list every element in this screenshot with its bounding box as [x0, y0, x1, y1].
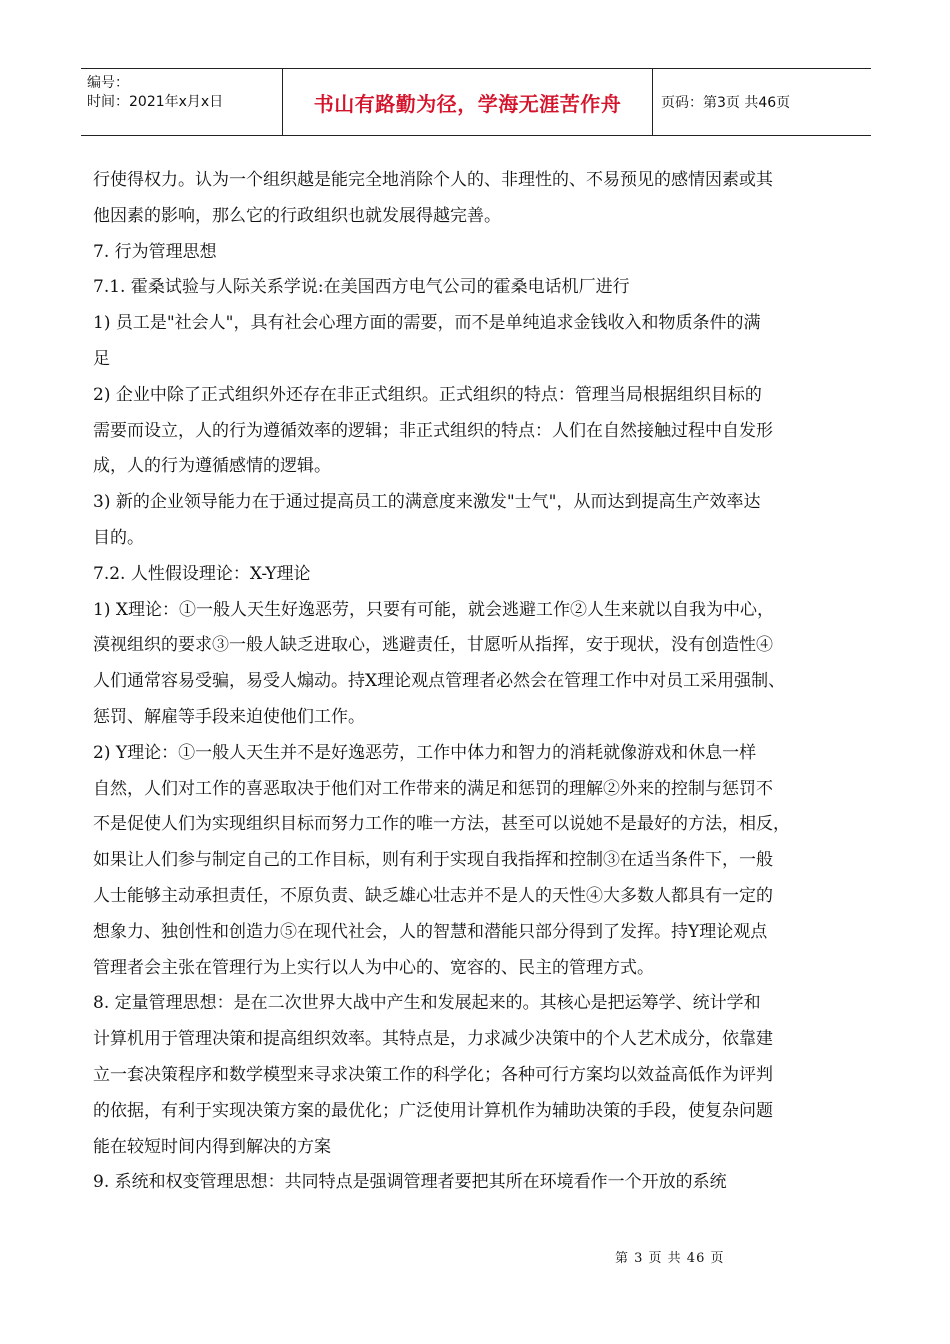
text-line: 立一套决策程序和数学模型来寻求决策工作的科学化；各种可行方案均以效益高低作为评判: [93, 1064, 773, 1085]
page-footer: 第 3 页 共 46 页: [615, 1251, 725, 1266]
text-line: 成，人的行为遵循感情的逻辑。: [93, 456, 331, 477]
text-line: 惩罚、解雇等手段来迫使他们工作。: [93, 706, 365, 727]
header-motto: 书山有路勤为径，学海无涯苦作舟: [283, 69, 653, 135]
text-line: 人士能够主动承担责任，不原负责、缺乏雄心壮志并不是人的天性④大多数人都具有一定的: [93, 885, 773, 906]
text-line: 不是促使人们为实现组织目标而努力工作的唯一方法，甚至可以说她不是最好的方法，相反，: [93, 814, 790, 835]
page-header: [81, 68, 871, 136]
header-page-info: 页码：第3页 共46页: [661, 95, 791, 111]
subsection-heading: 7.1. 霍桑试验与人际关系学说:在美国西方电气公司的霍桑电话机厂进行: [93, 277, 630, 298]
number-label: 编号：: [87, 75, 129, 91]
text-line: 需要而设立，人的行为遵循效率的逻辑；非正式组织的特点：人们在自然接触过程中自发形: [93, 420, 773, 441]
subsection-heading: 7.2. 人性假设理论：X-Y理论: [93, 563, 311, 584]
text-line: 1) X理论：①一般人天生好逸恶劳，只要有可能，就会逃避工作②人生来就以自我为中心，: [93, 599, 774, 620]
text-line: 他因素的影响，那么它的行政组织也就发展得越完善。: [93, 205, 501, 226]
text-line: 足: [93, 348, 110, 369]
text-line: 漠视组织的要求③一般人缺乏进取心，逃避责任，甘愿听从指挥，安于现状，没有创造性④: [93, 635, 773, 656]
text-line: 1) 员工是"社会人"，具有社会心理方面的需要，而不是单纯追求金钱收入和物质条件的满: [93, 313, 761, 334]
text-line: 自然，人们对工作的喜恶取决于他们对工作带来的满足和惩罚的理解②外来的控制与惩罚不: [93, 778, 773, 799]
text-line: 2) 企业中除了正式组织外还存在非正式组织。正式组织的特点：管理当局根据组织目标的: [93, 384, 762, 405]
text-line: 9. 系统和权变管理思想：共同特点是强调管理者要把其所在环境看作一个开放的系统: [93, 1172, 727, 1193]
text-line: 目的。: [93, 527, 144, 548]
text-line: 的依据，有利于实现决策方案的最优化；广泛使用计算机作为辅助决策的手段，使复杂问题: [93, 1100, 773, 1121]
text-line: 计算机用于管理决策和提高组织效率。其特点是，力求减少决策中的个人艺术成分，依靠建: [93, 1029, 773, 1050]
text-line: 人们通常容易受骗，易受人煽动。持X理论观点管理者必然会在管理工作中对员工采用强制、: [93, 671, 786, 692]
text-line: 管理者会主张在管理行为上实行以人为中心的、宽容的、民主的管理方式。: [93, 957, 654, 978]
text-line: 8. 定量管理思想：是在二次世界大战中产生和发展起来的。其核心是把运筹学、统计学和: [93, 993, 761, 1014]
document-body: [93, 163, 858, 1201]
text-line: 如果让人们参与制定自己的工作目标，则有利于实现自我指挥和控制③在适当条件下，一般: [93, 850, 773, 871]
text-line: 想象力、独创性和创造力⑤在现代社会，人的智慧和潜能只部分得到了发挥。持Y理论观点: [93, 921, 768, 942]
text-line: 3) 新的企业领导能力在于通过提高员工的满意度来激发"士气"，从而达到提高生产效率达: [93, 492, 761, 513]
time-label: 时间：2021年x月x日: [87, 94, 224, 110]
text-line: 2) Y理论：①一般人天生并不是好逸恶劳，工作中体力和智力的消耗就像游戏和休息一样: [93, 742, 757, 763]
section-heading: 7. 行为管理思想: [93, 241, 217, 262]
header-meta: [81, 69, 283, 135]
text-line: 能在较短时间内得到解决的方案: [93, 1136, 331, 1157]
text-line: 行使得权力。认为一个组织越是能完全地消除个人的、非理性的、不易预见的感情因素或其: [93, 170, 773, 190]
